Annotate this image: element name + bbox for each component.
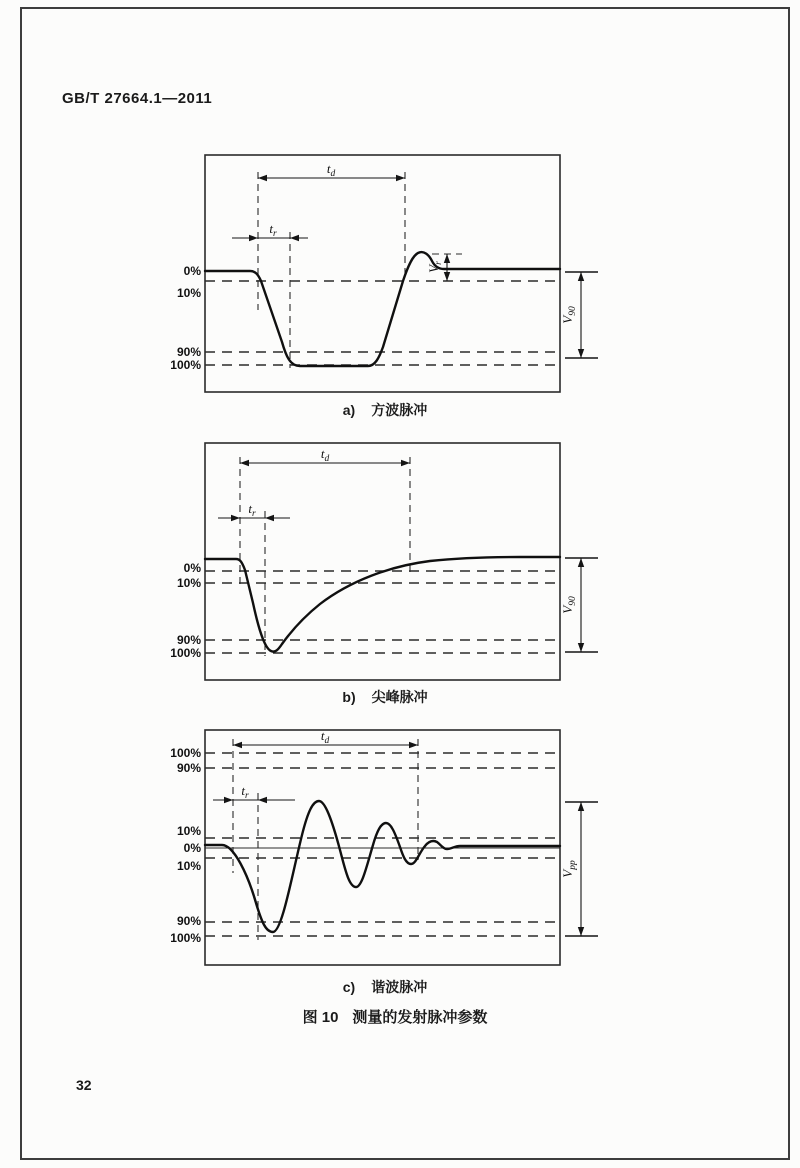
plot-frame bbox=[205, 443, 560, 680]
arrowhead-right bbox=[396, 175, 405, 181]
arrowhead-down bbox=[578, 643, 584, 652]
level-label-100: 100% bbox=[170, 646, 201, 660]
level-label-0: 0% bbox=[183, 841, 201, 855]
arrowhead-left bbox=[233, 742, 242, 748]
dim-label-amp: Vpp bbox=[560, 860, 578, 878]
figure-a-canvas bbox=[160, 150, 630, 405]
arrowhead-left bbox=[258, 797, 267, 803]
level-label-90: 90% bbox=[176, 345, 201, 359]
standard-number-header: GB/T 27664.1—2011 bbox=[62, 90, 213, 107]
figure-c-canvas bbox=[160, 725, 630, 985]
arrowhead-down bbox=[444, 272, 450, 281]
caption-b-prefix: b) bbox=[342, 689, 356, 705]
caption-c-prefix: c) bbox=[342, 979, 356, 995]
level-label-10-upper: 10% bbox=[176, 824, 201, 838]
arrowhead-right bbox=[249, 235, 258, 241]
dim-label-td: td bbox=[320, 446, 330, 464]
dim-label-tr: tr bbox=[269, 221, 277, 239]
level-label-90-bottom: 90% bbox=[176, 914, 201, 928]
level-label-10: 10% bbox=[176, 286, 201, 300]
caption-c bbox=[160, 977, 610, 997]
dim-label-vr: Vr bbox=[426, 261, 444, 273]
arrowhead-up bbox=[578, 802, 584, 811]
level-label-100: 100% bbox=[170, 358, 201, 372]
dim-label-tr: tr bbox=[248, 501, 256, 519]
level-label-10-lower: 10% bbox=[176, 859, 201, 873]
level-label-0: 0% bbox=[183, 264, 201, 278]
dim-label-td: td bbox=[326, 161, 336, 179]
figure-a-square-pulse bbox=[160, 150, 630, 405]
figure-b-spike-pulse bbox=[160, 438, 630, 688]
arrowhead-right bbox=[401, 460, 410, 466]
arrowhead-right bbox=[231, 515, 240, 521]
caption-c-text: 谐波脉冲 bbox=[371, 979, 428, 995]
figure-caption bbox=[0, 1006, 790, 1027]
arrowhead-right bbox=[224, 797, 233, 803]
dim-label-td: td bbox=[320, 728, 330, 746]
arrowhead-up bbox=[578, 558, 584, 567]
level-label-0: 0% bbox=[183, 561, 201, 575]
dim-label-tr: tr bbox=[241, 783, 249, 801]
level-label-90: 90% bbox=[176, 633, 201, 647]
level-label-100-bottom: 100% bbox=[170, 931, 201, 945]
page-number: 32 bbox=[76, 1077, 92, 1093]
figure-c-harmonic-pulse bbox=[160, 725, 630, 985]
arrowhead-left bbox=[290, 235, 299, 241]
caption-a-text: 方波脉冲 bbox=[371, 402, 428, 418]
level-label-90-top: 90% bbox=[176, 761, 201, 775]
arrowhead-up bbox=[444, 254, 450, 263]
figure-b-canvas bbox=[160, 438, 630, 688]
dim-label-amp: V90 bbox=[560, 596, 578, 614]
caption-b bbox=[160, 687, 610, 707]
level-label-10: 10% bbox=[176, 576, 201, 590]
caption-b-text: 尖峰脉冲 bbox=[371, 689, 428, 705]
arrowhead-left bbox=[265, 515, 274, 521]
dim-label-amp: V90 bbox=[560, 306, 578, 324]
arrowhead-up bbox=[578, 272, 584, 281]
figure-caption-prefix: 图 10 bbox=[302, 1009, 339, 1026]
arrowhead-left bbox=[258, 175, 267, 181]
level-label-100-top: 100% bbox=[170, 746, 201, 760]
arrowhead-right bbox=[409, 742, 418, 748]
caption-a-prefix: a) bbox=[342, 402, 356, 418]
arrowhead-left bbox=[240, 460, 249, 466]
arrowhead-down bbox=[578, 927, 584, 936]
arrowhead-down bbox=[578, 349, 584, 358]
figure-caption-text: 测量的发射脉冲参数 bbox=[352, 1009, 488, 1026]
caption-a bbox=[160, 400, 610, 420]
